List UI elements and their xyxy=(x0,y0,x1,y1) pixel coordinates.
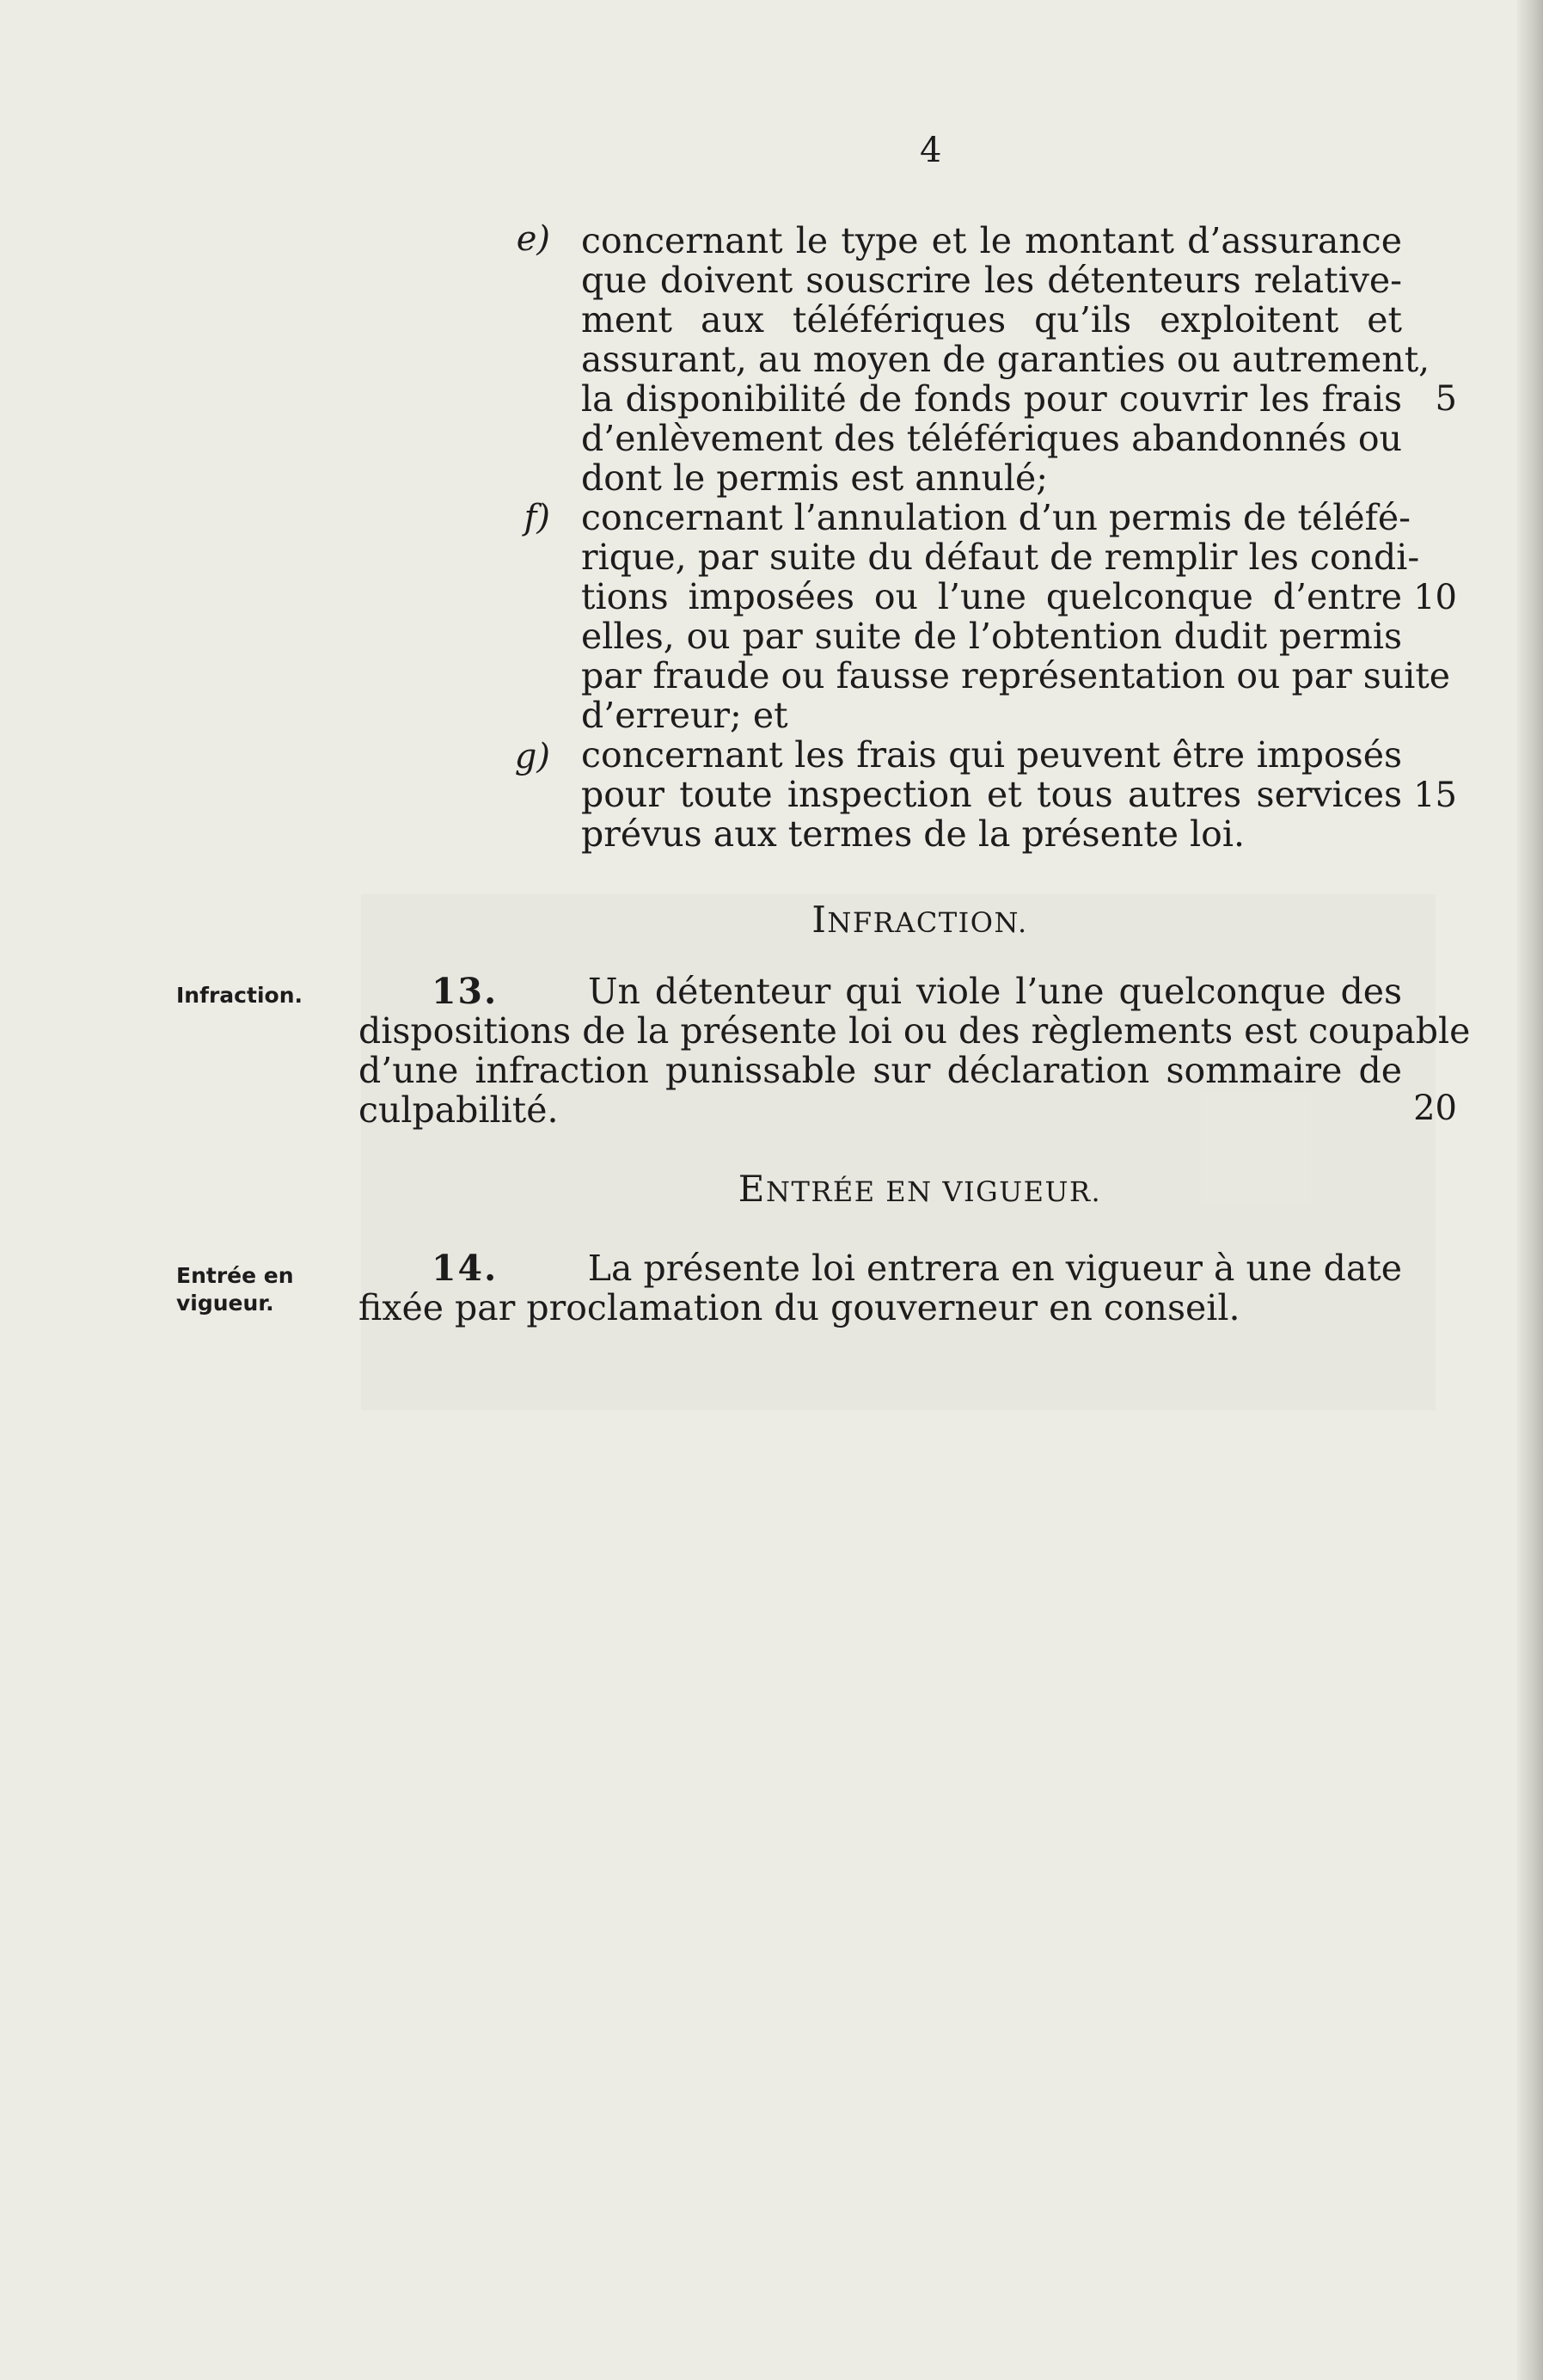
heading-rest: NFRACTION. xyxy=(827,906,1028,939)
paragraph-e-line: la disponibilité de fonds pour couvrir les frais xyxy=(581,378,1402,420)
page-number: 4 xyxy=(920,131,942,170)
line-number-5: 5 xyxy=(1435,379,1457,419)
paragraph-f-line: concernant l’annulation d’un permis de téléfé- xyxy=(581,497,1411,538)
paragraph-e xyxy=(581,220,1430,499)
paragraph-e-line: d’enlèvement des téléfériques abandonnés ou xyxy=(581,418,1402,459)
section-13-line: dispositions de la présente loi ou des règlements est coupable xyxy=(358,1010,1471,1052)
margin-note-entree-en-vigueur xyxy=(176,1262,294,1317)
margin-note-line: vigueur. xyxy=(176,1291,274,1316)
section-number-14: 14. xyxy=(432,1248,499,1289)
section-14 xyxy=(358,1248,1402,1328)
paragraph-g xyxy=(581,735,1402,854)
paragraph-g-line: concernant les frais qui peuvent être imposés xyxy=(581,734,1402,776)
paragraph-f-line: elles, ou par suite de l’obtention dudit permis xyxy=(581,616,1402,657)
paragraph-e-line: assurant, au moyen de garanties ou autrement, xyxy=(581,339,1430,380)
section-heading-infraction xyxy=(361,899,1479,941)
paragraph-f-line: par fraude ou fausse représentation ou par suite xyxy=(581,655,1451,696)
section-13-first-text: Un détenteur qui viole l’une quelconque des xyxy=(588,971,1402,1012)
paragraph-f-line: rique, par suite du défaut de remplir les condi- xyxy=(581,537,1420,578)
paragraph-f-line: d’erreur; et xyxy=(581,695,788,736)
section-14-line: fixée par proclamation du gouverneur en conseil. xyxy=(358,1287,1240,1328)
heading-initial: I xyxy=(811,899,828,941)
section-13-first-line xyxy=(358,972,1402,1011)
paragraph-e-line: concernant le type et le montant d’assurance xyxy=(581,220,1402,261)
margin-note-infraction: Infraction. xyxy=(176,983,303,1008)
section-13-line: culpabilité. xyxy=(358,1089,559,1131)
section-13-line: d’une infraction punissable sur déclaration sommaire de xyxy=(358,1050,1402,1091)
heading-initial: E xyxy=(738,1168,766,1210)
section-heading-entree-en-vigueur xyxy=(361,1168,1479,1210)
line-number-20: 20 xyxy=(1413,1089,1457,1128)
page-edge-shadow xyxy=(1517,0,1543,2380)
section-14-first-line xyxy=(358,1248,1402,1288)
paragraph-marker-f: f) xyxy=(524,498,550,537)
line-number-10: 10 xyxy=(1413,578,1457,617)
paragraph-f-line: tions imposées ou l’une quelconque d’entre xyxy=(581,576,1402,617)
line-number-15: 15 xyxy=(1413,776,1457,815)
paragraph-e-line: que doivent souscrire les détenteurs relative- xyxy=(581,260,1402,301)
heading-rest: NTRÉE EN VIGUEUR. xyxy=(765,1175,1102,1208)
section-number-13: 13. xyxy=(432,971,499,1012)
margin-note-line: Entrée en xyxy=(176,1263,294,1288)
paragraph-marker-g: g) xyxy=(514,737,550,776)
paragraph-g-line: prévus aux termes de la présente loi. xyxy=(581,813,1245,855)
paragraph-g-line: pour toute inspection et tous autres services xyxy=(581,774,1402,815)
paragraph-e-line: dont le permis est annulé; xyxy=(581,457,1049,499)
section-14-first-text: La présente loi entrera en vigueur à une date xyxy=(587,1248,1402,1289)
paragraph-marker-e: e) xyxy=(516,219,550,259)
paragraph-e-line: ment aux téléfériques qu’ils exploitent et xyxy=(581,299,1402,340)
